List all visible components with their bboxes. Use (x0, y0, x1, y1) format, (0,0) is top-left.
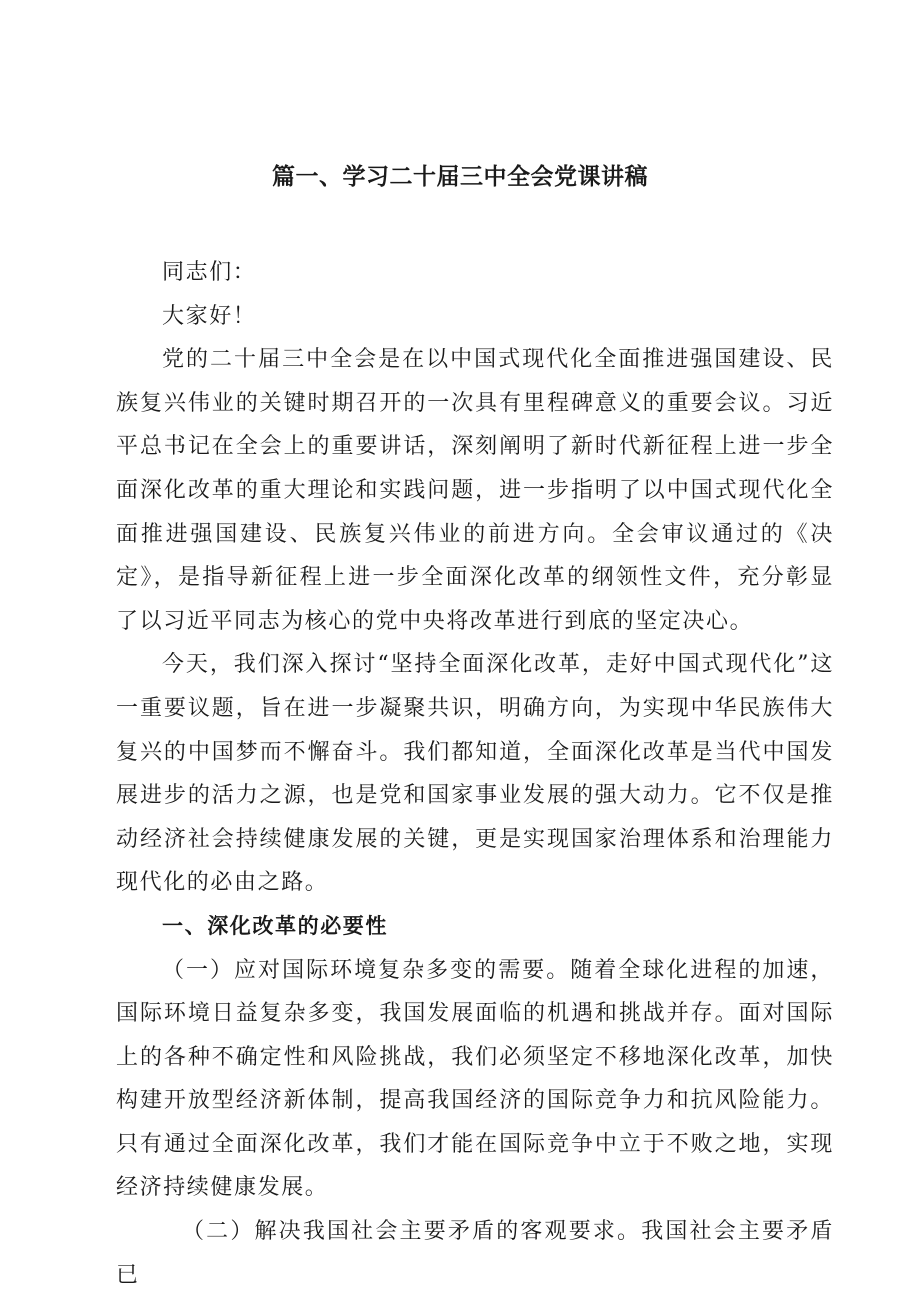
document-title: 篇一、学习二十届三中全会党课讲稿 (272, 164, 648, 190)
section-paragraph-1: （一）应对国际环境复杂多变的需要。随着全球化进程的加速，国际环境日益复杂多变，我国发展面临的机遇和挑战并存。面对国际上的各种不确定性和风险挑战，我们必须坚定不移地深化改革，加快构建开放型经济新体制，提高我国经济的国际竞争力和抗风险能力。只有通过全面深化改革，我们才能在国际竞争中立于不败之地，实现经济持续健康发展。 (116, 957, 834, 1201)
section-paragraph-2: （二）解决我国社会主要矛盾的客观要求。我国社会主要矛盾已 (116, 1219, 834, 1288)
section-heading: 一、深化改革的必要性 (162, 913, 388, 938)
document-body (116, 251, 834, 1297)
paragraph-topic: 今天，我们深入探讨“坚持全面深化改革，走好中国式现代化”这一重要议题，旨在进一步凝聚共识，明确方向，为实现中华民族伟大复兴的中国梦而不懈奋斗。我们都知道，全面深化改革是当代中国发展进步的活力之源，也是党和国家事业发展的强大动力。它不仅是推动经济社会持续健康发展的关键，更是实现国家治理体系和治理能力现代化的必由之路。 (116, 652, 834, 896)
greeting: 大家好！ (162, 303, 257, 329)
paragraph-intro: 党的二十届三中全会是在以中国式现代化全面推进强国建设、民族复兴伟业的关键时期召开的一次具有里程碑意义的重要会议。习近平总书记在全会上的重要讲话，深刻阐明了新时代新征程上进一步全面深化改革的重大理论和实践问题，进一步指明了以中国式现代化全面推进强国建设、民族复兴伟业的前进方向。全会审议通过的《决定》，是指导新征程上进一步全面深化改革的纲领性文件，充分彰显了以习近平同志为核心的党中央将改革进行到底的坚定决心。 (116, 347, 834, 634)
salutation: 同志们： (162, 260, 257, 285)
